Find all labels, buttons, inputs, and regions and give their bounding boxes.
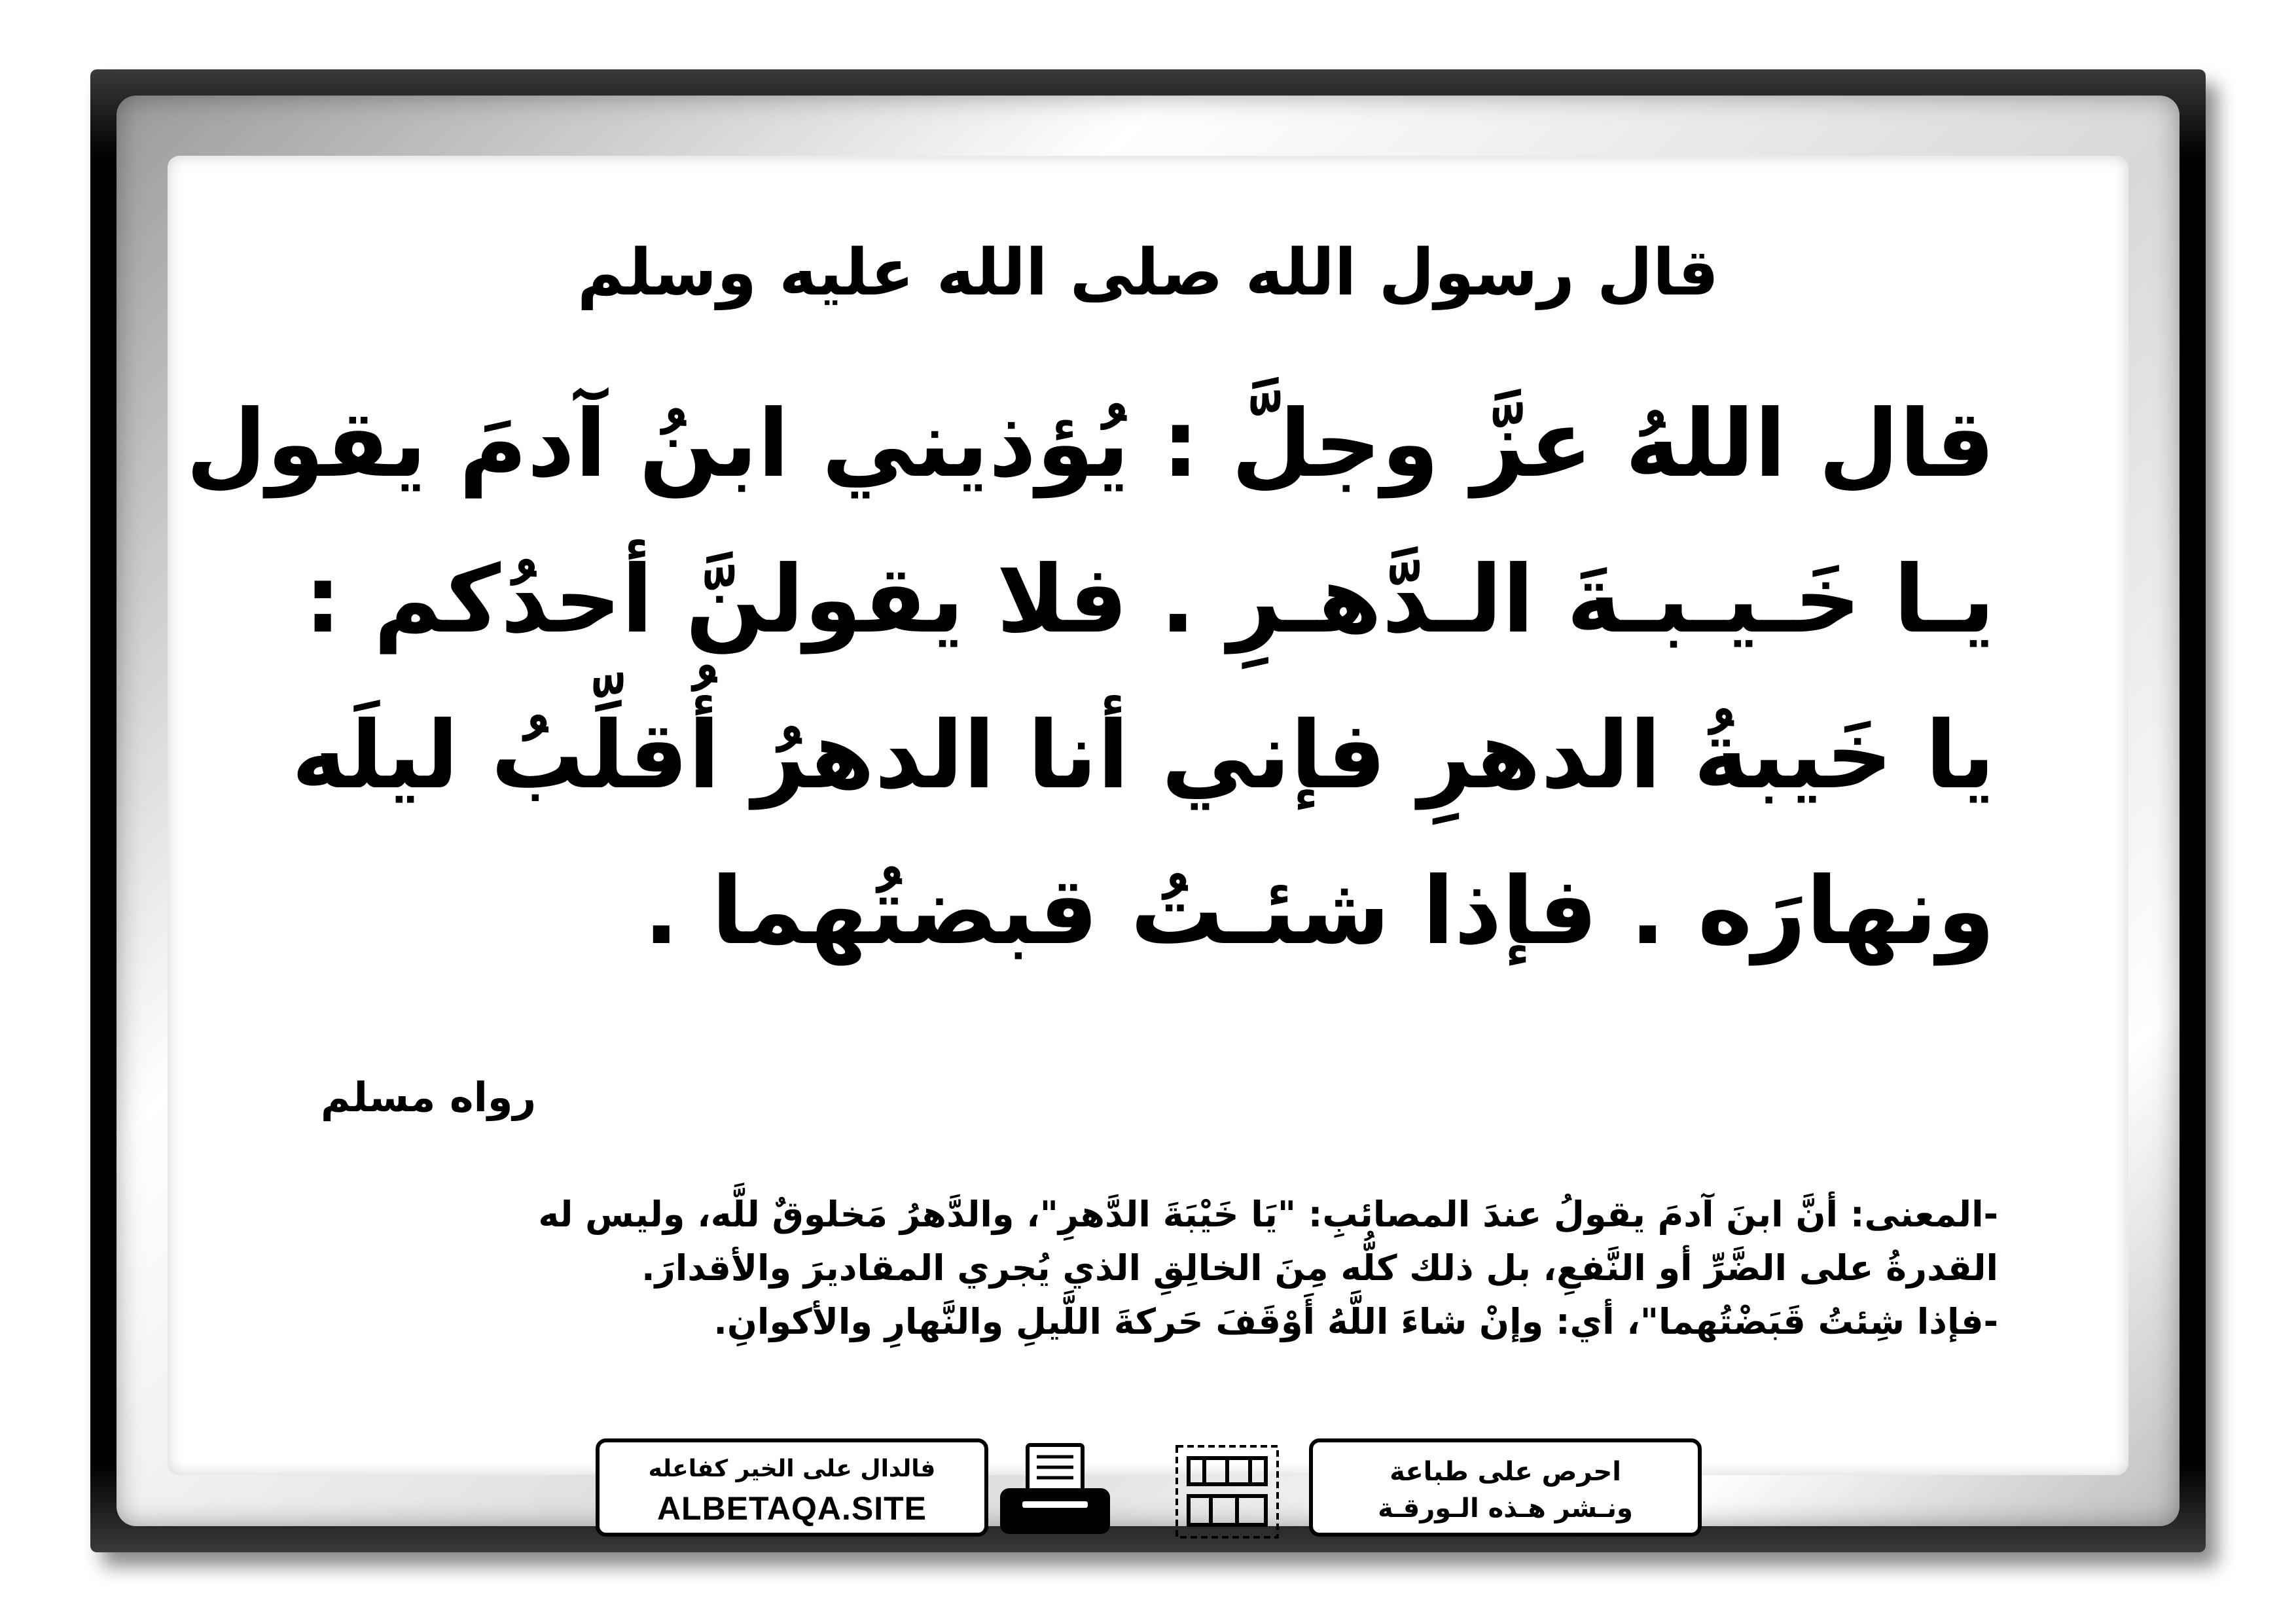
print-box <box>1309 1438 1702 1537</box>
hadith-text <box>186 366 1995 990</box>
hadith-line: يـا خَـيـبـةَ الـدَّهـرِ . فلا يقولنَّ أحدُكم : <box>304 546 1995 654</box>
logo-icon <box>1172 1441 1283 1543</box>
hadith-line: ونهارَه . فإذا شئـتُ قبضتُهما . <box>643 857 1995 965</box>
site-slogan: فالدال على الخير كفاعله <box>648 1455 936 1482</box>
meaning-line: -فإذا شِئتُ قَبَضْتُهما"، أي: وإنْ شاءَ اللَّهُ أَوْقَفَ حَركةَ اللَّيلِ والنَّهارِ والأكوانِ. <box>713 1301 1998 1342</box>
site-box <box>596 1438 988 1537</box>
meaning-text <box>265 1188 1998 1349</box>
page-title: قال رسول الله صلى الله عليه وسلم <box>577 236 1719 310</box>
meaning-line: القدرةُ على الضَّرِّ أو النَّفعِ، بل ذلك كلُّه مِنَ الخالِقِ الذي يُجري المقاديرَ والأقدارَ. <box>641 1247 1998 1289</box>
meaning-line: -المعنى: أنَّ ابنَ آدمَ يقولُ عندَ المصائبِ: "يَا خَيْبَةَ الدَّهرِ"، والدَّهرُ مَخلوقٌ للَّه، وليس له <box>538 1194 1998 1235</box>
hadith-line: يا خَيبةُ الدهرِ فإني أنا الدهرُ أُقلِّبُ ليلَه <box>291 702 1995 810</box>
hadith-line: قال اللهُ عزَّ وجلَّ : يُؤذيني ابنُ آدمَ يقول <box>186 390 1995 498</box>
footer-strip <box>596 1438 1702 1546</box>
site-url: ALBETAQA.SITE <box>656 1490 927 1527</box>
printer-icon <box>996 1441 1114 1539</box>
print-line-2: ونـشر هـذه الـورقـة <box>1378 1493 1633 1524</box>
narrator-label: رواه مسلم <box>321 1073 537 1121</box>
print-line-1: احرص على طباعة <box>1390 1457 1621 1487</box>
